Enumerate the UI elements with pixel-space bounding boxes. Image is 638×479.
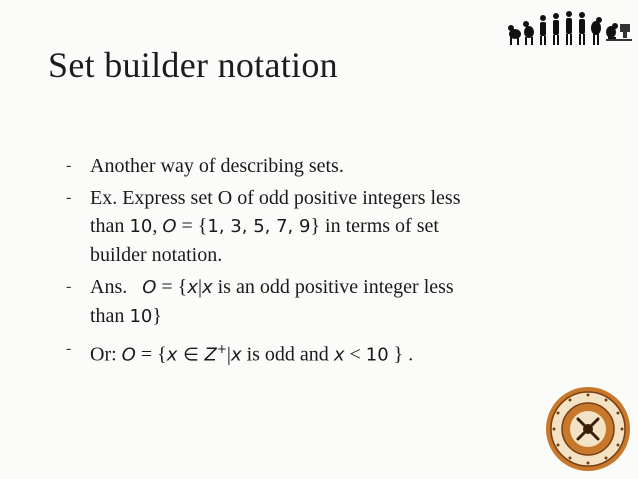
math-variable: Z — [204, 344, 217, 366]
math-number: 10 — [129, 306, 153, 327]
text-fragment: } in terms of set — [310, 215, 439, 237]
superscript: + — [216, 342, 227, 356]
text-fragment: is odd and — [241, 343, 334, 366]
math-variable: x — [166, 344, 178, 366]
math-set-elements: 1, 3, 5, 7, 9 — [207, 216, 311, 237]
text-fragment: = { — [156, 276, 188, 298]
list-item — [66, 335, 586, 370]
text-fragment: = { — [135, 343, 167, 366]
slide-title: Set builder notation — [48, 45, 338, 85]
math-variable: x — [230, 344, 242, 366]
bullet-line — [90, 302, 586, 331]
text-fragment: | — [226, 343, 231, 366]
bullet-line — [90, 335, 586, 370]
math-variable: x — [187, 277, 198, 298]
math-variable: O — [162, 216, 177, 237]
or-label: Or: — [90, 343, 122, 366]
math-variable: x — [201, 277, 213, 298]
bullet-line — [90, 212, 586, 241]
text-fragment: , — [152, 215, 163, 237]
list-item — [66, 184, 586, 269]
list-item — [66, 273, 586, 331]
bullet-dash: - — [66, 278, 72, 295]
text-fragment: = { — [176, 215, 208, 237]
math-variable: O — [142, 277, 157, 298]
bullet-list — [66, 152, 586, 374]
bullet-dash: - — [66, 340, 72, 357]
text-fragment: } — [152, 305, 162, 327]
bullet-dash: - — [66, 189, 72, 206]
text-fragment: is an odd positive integer less — [212, 276, 454, 298]
evolution-of-man-icon — [506, 4, 634, 48]
element-of-symbol: ∈ — [177, 344, 205, 366]
answer-label: Ans. — [90, 276, 128, 298]
bullet-text: Another way of describing sets. — [90, 155, 344, 177]
text-fragment: than — [90, 215, 130, 237]
text-fragment: } . — [388, 343, 414, 366]
math-number: 10 — [365, 344, 389, 366]
text-fragment: than — [90, 305, 130, 327]
math-variable: O — [121, 344, 136, 366]
text-fragment: | — [197, 276, 202, 298]
math-number: 10 — [129, 216, 153, 237]
college-seal-icon — [544, 385, 632, 473]
bullet-line — [90, 273, 586, 302]
math-variable: x — [333, 344, 345, 366]
bullet-line: Ex. Express set O of odd positive integers less — [90, 187, 461, 209]
text-fragment: < — [344, 343, 366, 366]
bullet-dash: - — [66, 157, 72, 174]
list-item — [66, 152, 586, 180]
bullet-line: builder notation. — [90, 244, 223, 266]
